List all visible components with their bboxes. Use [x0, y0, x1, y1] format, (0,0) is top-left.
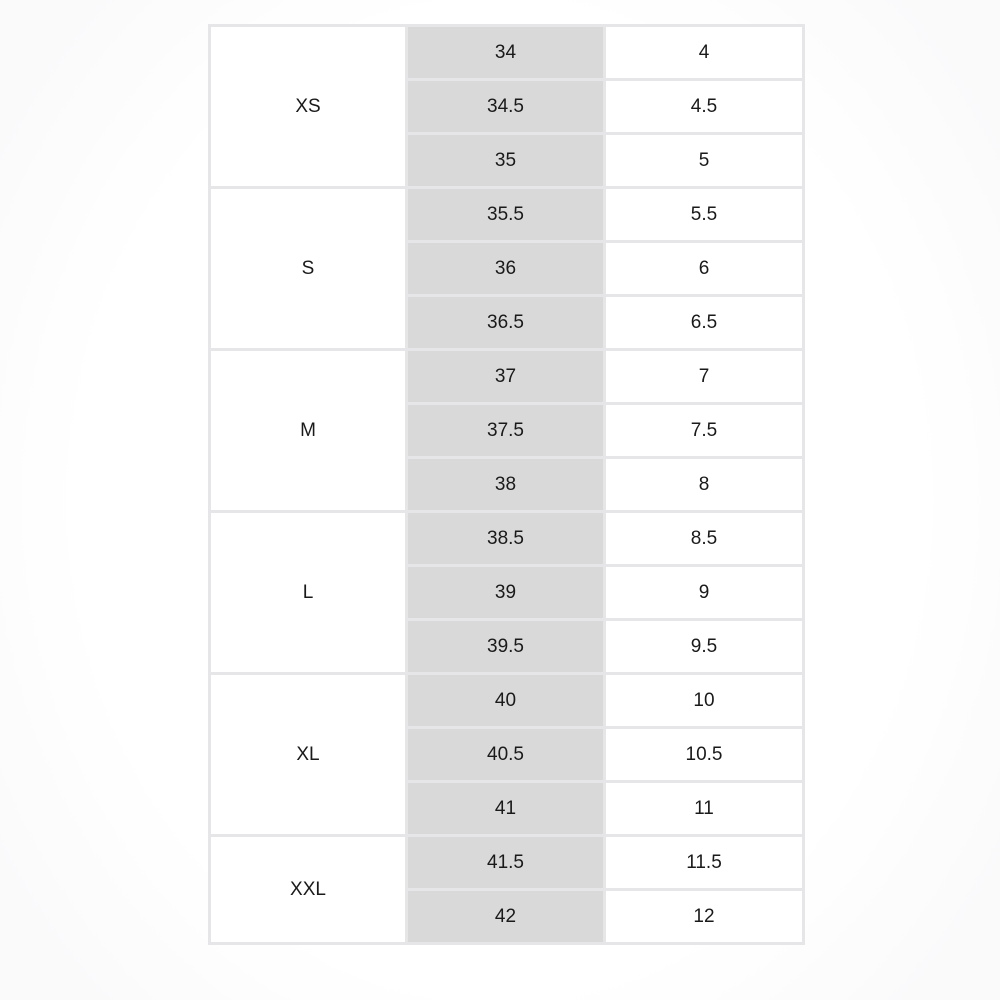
- us-size-cell: 11: [605, 782, 804, 836]
- table-row: [210, 512, 804, 566]
- us-size-cell: 9: [605, 566, 804, 620]
- table-row: [210, 674, 804, 728]
- letter-size-cell: L: [210, 512, 407, 674]
- eu-size-cell: 39: [407, 566, 605, 620]
- size-chart-body: [210, 26, 804, 944]
- letter-size-cell: M: [210, 350, 407, 512]
- eu-size-cell: 41.5: [407, 836, 605, 890]
- table-row: [210, 350, 804, 404]
- eu-size-cell: 35.5: [407, 188, 605, 242]
- letter-size-cell: XXL: [210, 836, 407, 944]
- letter-size-cell: S: [210, 188, 407, 350]
- eu-size-cell: 40: [407, 674, 605, 728]
- us-size-cell: 8: [605, 458, 804, 512]
- us-size-cell: 5.5: [605, 188, 804, 242]
- us-size-cell: 12: [605, 890, 804, 944]
- eu-size-cell: 34.5: [407, 80, 605, 134]
- us-size-cell: 6: [605, 242, 804, 296]
- eu-size-cell: 38.5: [407, 512, 605, 566]
- eu-size-cell: 41: [407, 782, 605, 836]
- us-size-cell: 11.5: [605, 836, 804, 890]
- table-row: [210, 836, 804, 890]
- us-size-cell: 10.5: [605, 728, 804, 782]
- eu-size-cell: 34: [407, 26, 605, 80]
- us-size-cell: 9.5: [605, 620, 804, 674]
- us-size-cell: 5: [605, 134, 804, 188]
- us-size-cell: 7: [605, 350, 804, 404]
- letter-size-cell: XL: [210, 674, 407, 836]
- us-size-cell: 4.5: [605, 80, 804, 134]
- eu-size-cell: 37: [407, 350, 605, 404]
- eu-size-cell: 38: [407, 458, 605, 512]
- eu-size-cell: 36: [407, 242, 605, 296]
- us-size-cell: 6.5: [605, 296, 804, 350]
- size-chart-table: [208, 24, 805, 945]
- us-size-cell: 4: [605, 26, 804, 80]
- eu-size-cell: 37.5: [407, 404, 605, 458]
- eu-size-cell: 40.5: [407, 728, 605, 782]
- eu-size-cell: 42: [407, 890, 605, 944]
- us-size-cell: 7.5: [605, 404, 804, 458]
- us-size-cell: 10: [605, 674, 804, 728]
- table-row: [210, 26, 804, 80]
- letter-size-cell: XS: [210, 26, 407, 188]
- eu-size-cell: 35: [407, 134, 605, 188]
- eu-size-cell: 36.5: [407, 296, 605, 350]
- us-size-cell: 8.5: [605, 512, 804, 566]
- eu-size-cell: 39.5: [407, 620, 605, 674]
- table-row: [210, 188, 804, 242]
